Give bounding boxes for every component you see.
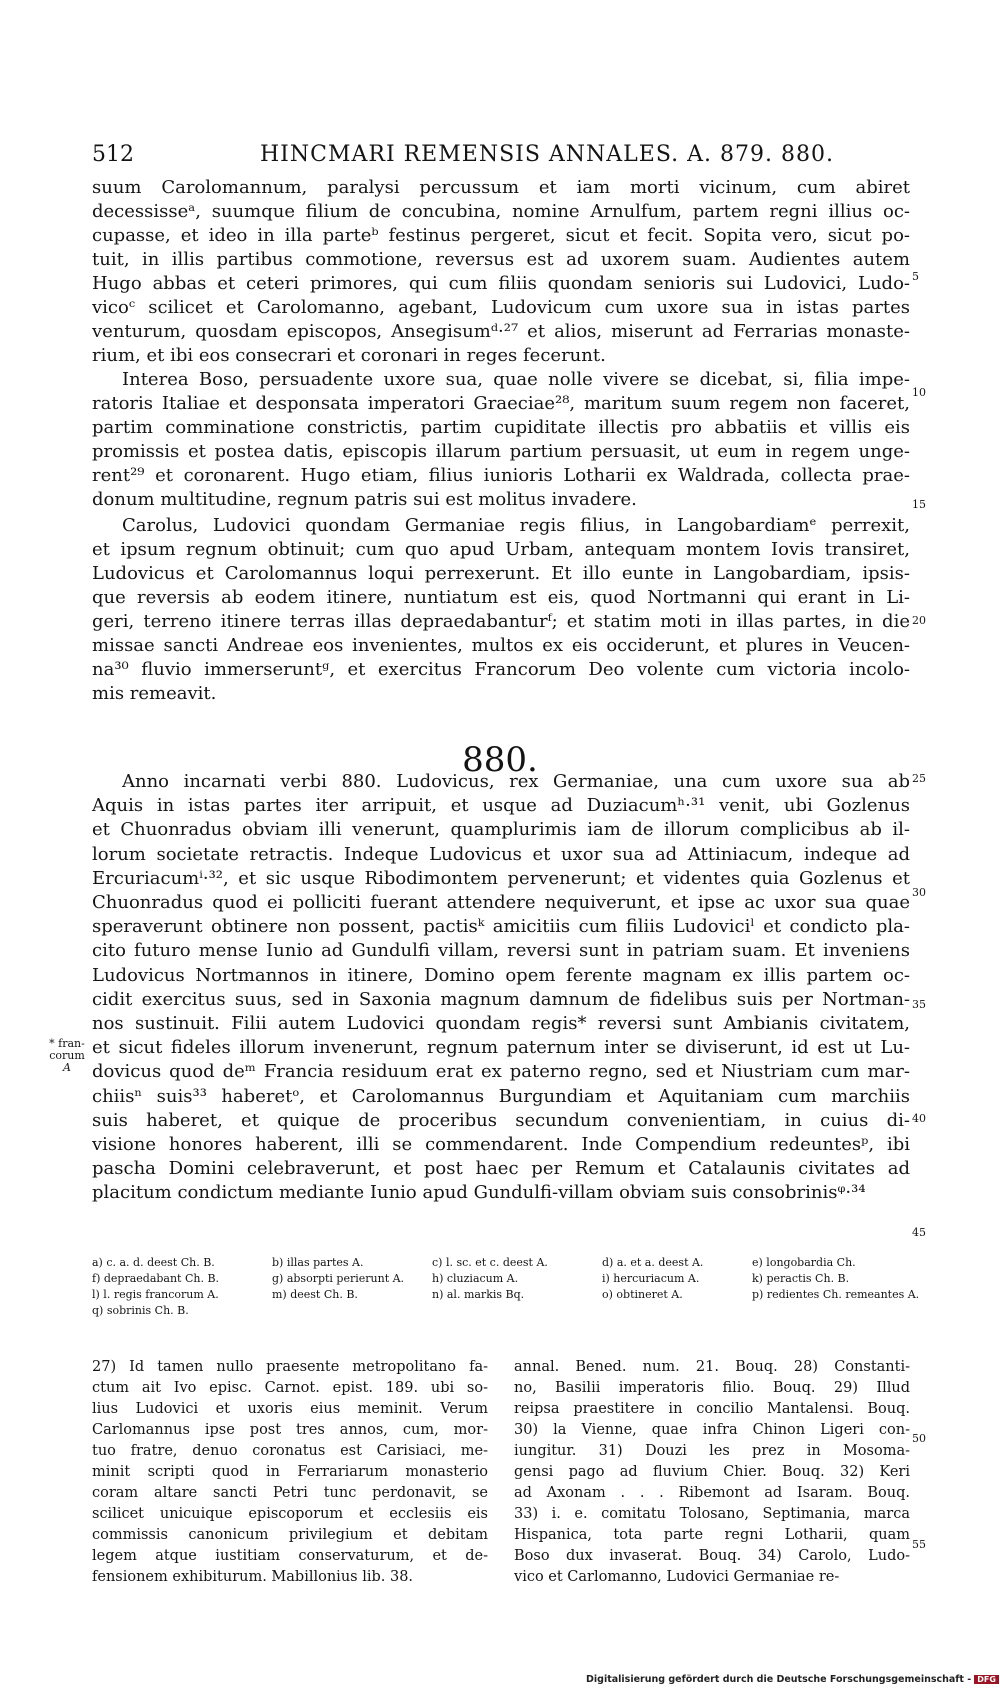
- margin-note: [44, 1038, 90, 1074]
- text-line: placitum condictum mediante Iunio apud Gundulfi-villam obviam suis consobrinisᵠ·³⁴: [92, 1182, 866, 1204]
- text-line: ratoris Italiae et desponsata imperatori Graeciae²⁸, maritum suum regem non faceret,: [92, 393, 910, 414]
- variant-notes: [92, 1255, 920, 1319]
- commentary-line: ctum ait Ivo episc. Carnot. epist. 189. ubi so-: [92, 1380, 488, 1396]
- commentary-line: fensionem exhibiturum. Mabillonius lib. 38.: [92, 1569, 414, 1585]
- text-line: visione honores haberent, illi se commendarent. Inde Compendium redeuntesᵖ, ibi: [92, 1134, 910, 1155]
- text-line: cito futuro mense Iunio ad Gundulfi villam, reversi sunt in patriam suam. Et inveniens: [92, 940, 910, 962]
- text-line: vicoᶜ scilicet et Carolomanno, agebant, Ludovicum cum uxore sua in istas partes: [92, 297, 910, 318]
- commentary-right-column: [514, 1357, 910, 1588]
- commentary-line: reipsa praestitere in concilio Mantalensi. Bouq.: [514, 1401, 910, 1417]
- text-line: venturum, quosdam episcopos, Ansegisumᵈ·²⁷ et alios, miserunt ad Ferrarias monaste-: [92, 321, 910, 342]
- text-line: missae sancti Andreae eos invenientes, multos ex eis occiderunt, et plures in Veucen-: [92, 635, 910, 656]
- text-line: tuit, in illis partibus commotione, reversus est ad uxorem suam. Audientes autem: [92, 249, 910, 270]
- line-number: 5: [912, 270, 919, 283]
- page-number: 512: [92, 142, 134, 167]
- text-line: suum Carolomannum, paralysi percussum et iam morti vicinum, cum abiret: [92, 177, 910, 198]
- text-line: Anno incarnati verbi 880. Ludovicus, rex Germaniae, una cum uxore sua ab: [122, 771, 910, 792]
- commentary-line: lius Ludovici et uxoris eius meminit. Verum: [92, 1401, 488, 1417]
- text-line: Chuonradus quod ei polliciti fuerant attendere nequiverunt, et ipse ac uxor sua quae: [92, 892, 910, 913]
- variant-note-row: [92, 1303, 910, 1319]
- text-line: Ercuriacumⁱ·³², et sic usque Ribodimontem pervenerunt; et videntes quia Gozlenus et: [92, 867, 910, 889]
- commentary-line: commissis canonicum privilegium et debitam: [92, 1527, 488, 1543]
- variant-note-row: [92, 1287, 920, 1303]
- text-line: rium, et ibi eos consecrari et coronari in reges fecerunt.: [92, 345, 606, 366]
- commentary-line: gensi pago ad fluvium Chier. Bouq. 32) Keri: [514, 1464, 910, 1480]
- variant-note: f) depraedabant Ch. B.: [92, 1272, 220, 1285]
- margin-note-line: corum: [49, 1049, 85, 1062]
- text-line: cupasse, et ideo in illa parteᵇ festinus pergeret, sicut et fecit. Sopita vero, sicut po-: [92, 225, 910, 246]
- text-line: lorum societate retractis. Indeque Ludovicus et uxor sua ad Attiniacum, indeque ad: [92, 843, 910, 865]
- commentary-left-column: [92, 1357, 488, 1588]
- commentary-line: 33) i. e. comitatu Tolosano, Septimania, marca: [514, 1506, 910, 1522]
- variant-note-row: [92, 1255, 910, 1271]
- commentary-line: ad Axonam . . . Ribemont ad Isaram. Bouq.: [514, 1485, 910, 1501]
- variant-note: d) a. et a. deest A.: [602, 1256, 704, 1269]
- variant-note-row: [92, 1271, 910, 1287]
- variant-note: g) absorpti perierunt A.: [272, 1272, 405, 1285]
- text-line: mis remeavit.: [92, 683, 217, 704]
- commentary-line: scilicet unicuique episcoporum et ecclesiis eis: [92, 1506, 488, 1522]
- running-title: HINCMARI REMENSIS ANNALES. A. 879. 880.: [260, 142, 834, 167]
- commentary-line: Boso dux invaserat. Bouq. 34) Carolo, Ludo-: [514, 1548, 910, 1564]
- text-line: Hugo abbas et ceteri primores, qui cum filiis quondam senioris sui Ludovici, Ludo-: [92, 273, 910, 294]
- text-line: et sicut fideles illorum invenerunt, regnum paternum inter se diviserunt, id est ut Lu-: [92, 1037, 910, 1059]
- text-line: decessisseᵃ, suumque filium de concubina, nomine Arnulfum, partem regni illius oc-: [92, 201, 910, 222]
- line-number: 40: [912, 1112, 926, 1125]
- line-number: 55: [912, 1538, 926, 1551]
- commentary-line: Hispanica, tota parte regni Lotharii, quam: [514, 1527, 910, 1543]
- footer: [586, 1674, 999, 1685]
- text-line: geri, terreno itinere terras illas depraedabanturᶠ; et statim moti in illas partes, in die: [92, 611, 910, 632]
- text-line: na³⁰ fluvio immerseruntᵍ, et exercitus Francorum Deo volente cum victoria incolo-: [92, 659, 910, 680]
- text-line: Carolus, Ludovici quondam Germaniae regis filius, in Langobardiamᵉ perrexit,: [122, 515, 910, 536]
- text-line: Ludovicus et Carolomannus loqui perrexerunt. Et illo eunte in Langobardiam, ipsis-: [92, 563, 910, 584]
- text-line: suis haberet, et quique de proceribus secundum convenientiam, in cuius di-: [92, 1109, 910, 1131]
- text-line: chiisⁿ suis³³ haberetᵒ, et Carolomannus Burgundiam et Aquitaniam cum marchiis: [92, 1085, 910, 1107]
- text-line: Ludovicus Nortmannos in itinere, Domino opem ferente magnam ex illis partem oc-: [92, 964, 910, 986]
- text-line: speraverunt obtinere non possent, pactisᵏ amicitiis cum filiis Ludoviciˡ et condicto pla-: [92, 916, 910, 938]
- variant-note: l) l. regis francorum A.: [92, 1288, 219, 1301]
- text-line: donum multitudine, regnum patris sui est molitus invadere.: [92, 489, 637, 510]
- text-line: Aquis in istas partes iter arripuit, et usque ad Duziacumʰ·³¹ venit, ubi Gozlenus: [92, 795, 910, 817]
- text-line: nos sustinuit. Filii autem Ludovici quondam regis* reversi sunt Ambianis civitatem,: [92, 1013, 910, 1034]
- variant-note: c) l. sc. et c. deest A.: [432, 1256, 548, 1269]
- variant-note: b) illas partes A.: [272, 1256, 364, 1269]
- variant-note: a) c. a. d. deest Ch. B.: [92, 1256, 215, 1269]
- commentary-line: Carlomannus ipse post tres annos, cum, mor-: [92, 1422, 488, 1438]
- commentary-line: 30) la Vienne, quae infra Chinon Ligeri con-: [514, 1422, 910, 1438]
- text-line: et ipsum regnum obtinuit; cum quo apud Urbam, antequam montem Iovis transiret,: [92, 539, 910, 560]
- text-line: et Chuonradus obviam illi venerunt, quamplurimis iam de illorum complicibus ab il-: [92, 819, 910, 841]
- commentary-line: annal. Bened. num. 21. Bouq. 28) Constanti-: [514, 1359, 910, 1375]
- commentary-line: minit scripti quod in Ferrariarum monasterio: [92, 1464, 488, 1480]
- commentary-line: vico et Carlomanno, Ludovici Germaniae re-: [514, 1569, 840, 1585]
- year-heading: 880.: [462, 740, 538, 780]
- variant-note: m) deest Ch. B.: [272, 1288, 358, 1301]
- variant-note: q) sobrinis Ch. B.: [92, 1304, 189, 1317]
- variant-note: o) obtineret A.: [602, 1288, 683, 1301]
- line-number: 30: [912, 886, 926, 899]
- line-number: 25: [912, 772, 926, 785]
- text-line: cidit exercitus suus, sed in Saxonia magnum damnum de fidelibus suis per Nortman-: [92, 988, 910, 1010]
- dfg-logo: DFG: [974, 1675, 999, 1684]
- commentary-line: no, Basilii imperatoris filio. Bouq. 29) Illud: [514, 1380, 910, 1396]
- margin-note-line: * fran-: [49, 1037, 85, 1050]
- variant-note: e) longobardia Ch.: [752, 1256, 856, 1269]
- line-number: 45: [912, 1226, 926, 1239]
- variant-note: h) cluziacum A.: [432, 1272, 519, 1285]
- line-number: 35: [912, 998, 926, 1011]
- footer-text: Digitalisierung gefördert durch die Deutsche Forschungsgemeinschaft -: [586, 1674, 972, 1685]
- commentary-line: legem atque iustitiam conservaturum, et de-: [92, 1548, 488, 1564]
- variant-note: n) al. markis Bq.: [432, 1288, 525, 1301]
- line-number: 15: [912, 498, 926, 511]
- variant-note: p) redientes Ch. remeantes A.: [752, 1288, 920, 1301]
- text-line: rent²⁹ et coronarent. Hugo etiam, filius iunioris Lotharii ex Waldrada, collecta prae-: [92, 465, 910, 486]
- variant-note: i) hercuriacum A.: [602, 1272, 700, 1285]
- text-line: promissis et postea datis, episcopis illarum partium persuasit, ut eum in regem unge-: [92, 441, 910, 462]
- line-number: 20: [912, 614, 926, 627]
- text-line: que reversis ab eodem itinere, nuntiatum est eis, quod Nortmanni qui erant in Li-: [92, 587, 910, 608]
- variant-note: k) peractis Ch. B.: [752, 1272, 850, 1285]
- line-number: 50: [912, 1432, 926, 1445]
- margin-note-line: A: [63, 1061, 71, 1074]
- commentary-line: iungitur. 31) Douzi les prez in Mosoma-: [514, 1443, 910, 1459]
- commentary-line: coram altare sancti Petri tunc perdonavit, se: [92, 1485, 488, 1501]
- text-line: pascha Domini celebraverunt, et post haec per Remum et Catalaunis civitates ad: [92, 1158, 910, 1180]
- text-line: partim comminatione constrictis, partim cupiditate illectis pro abbatiis et villis eis: [92, 417, 910, 438]
- line-number: 10: [912, 386, 926, 399]
- commentary-line: 27) Id tamen nullo praesente metropolitano fa-: [92, 1359, 488, 1375]
- commentary-line: tuo fratre, denuo coronatus est Carisiaci, me-: [92, 1443, 488, 1459]
- text-line: dovicus quod deᵐ Francia residuum erat ex paterno regno, sed et Niustriam cum mar-: [92, 1061, 910, 1083]
- text-line: Interea Boso, persuadente uxore sua, quae nolle vivere se dicebat, si, filia impe-: [122, 369, 910, 390]
